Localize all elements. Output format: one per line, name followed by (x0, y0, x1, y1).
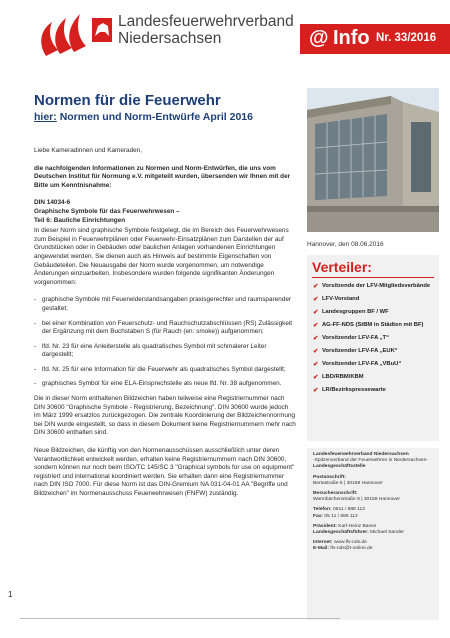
contact-office: Landesgeschäftsstelle (313, 464, 366, 470)
fax-label: Fax: (313, 513, 324, 519)
subtitle-label: hier: (34, 111, 57, 123)
distribution-item: ✔ Landesgruppen BF / WF (313, 309, 389, 316)
fax-number: 05 11 / 886 112 (324, 513, 358, 519)
date-line: Hannover, den 08.06.2016 (307, 241, 384, 248)
distribution-list (313, 283, 437, 400)
check-icon: ✔ (313, 309, 319, 316)
visit-label: Besucheranschrift: (313, 491, 358, 497)
new-symbols-paragraph: Neue Bildzeichen, die künftig von den Normenausschüssen ausschließlich unter deren Verantwortlichkeit entwickelt werden, erhalten keine Registriernummern nach DIN 30600, sondern können nur noch beim ISO/TC 145/SC 3 "Graphical symbols for use on equipment" registriert und international koordiniert werden. Sie erhalten dann eine Registriernummer nach DIN ISO 7000. Für diese Norm ist das DIN-Gremium NA 031-04-01 AA "Begriffe und Bildzeichen" im Normenausschuss Feuerwehrwesen (FNFW) zuständig. (34, 447, 295, 497)
distribution-item: ✔ Vorsitzender LFV-FA „VBuU“ (313, 361, 402, 368)
check-icon: ✔ (313, 348, 319, 355)
distribution-box (307, 255, 439, 441)
phone-number: 0511 / 888 112 (333, 507, 365, 513)
issue-number: Nr. 33/2016 (376, 32, 437, 44)
changes-list (34, 296, 296, 389)
footer-divider (20, 618, 340, 619)
registration-paragraph: Die in dieser Norm enthaltenen Bildzeichen haben teilweise eine Registriernummer nach DIN 30600 "Graphische Symbole - Registrierung, Bezeichnung". DIN 30600 wurde jedoch im März 1999 ersatzlos zurückgezogen. Die zentrale Koordinierung der Bildzeichennormung bei DIN wurde eingestellt, so dass in diesem Dokument keine Registriernummern mehr nach DIN 30600 enthalten sind. (34, 395, 296, 437)
list-item: - lfd. Nr. 23 für eine Anleiterstelle als quadratisches Symbol mit schmalerer Leiter dargestellt; (34, 342, 267, 359)
list-item: - graphische Symbole mit Feuerwiderstandsangaben praxisgerechter und raumsparender gestaltet; (34, 296, 292, 312)
manager-label: Landesgeschäftsführer: (313, 530, 369, 536)
check-icon: ✔ (313, 361, 319, 368)
email-label: E-Mail: (313, 546, 330, 552)
list-item: - graphisches Symbol für eine ELA-Einsprechstelle als neue lfd. Nr. 38 aufgenommen. (34, 380, 282, 388)
contact-org-sub: -Spitzenverband der Feuerwehren in Niedersachsen- (313, 458, 428, 464)
document-title: Normen für die Feuerwehr (34, 92, 221, 109)
greeting: Liebe Kameradinnen und Kameraden, (34, 147, 143, 154)
post-address: Bertastraße 5 | 30159 Hannover (313, 480, 383, 486)
letterhead (0, 0, 450, 68)
page-number: 1 (8, 590, 13, 599)
list-item: - bei einer Kombination von Feuerschutz- und Rauchschutzabschlüssen (RS) Zulässigkeit der Ergänzung mit dem Buchstaben S (für Rauch (en: smoke)) aufgenommen; (34, 319, 293, 336)
check-icon: ✔ (313, 387, 319, 394)
subtitle-text: Normen und Norm-Entwürfe April 2016 (59, 111, 253, 123)
distribution-divider (312, 277, 434, 278)
phone-label: Telefon: (313, 507, 332, 513)
check-icon: ✔ (313, 296, 319, 303)
list-item: - lfd. Nr. 25 für eine Information für die Feuerwehr als quadratisches Symbol dargestellt; (34, 365, 286, 373)
norm-description: In dieser Norm sind graphische Symbole festgelegt, die im Bereich des Feuerwehrwesens zum Beispiel in Feuerwehrplänen oder Feuerwehr-Einsatzplänen zum Darstellen der auf Grundstücken oder in Gebäuden oder baulichen Anlagen vorhandenen Einrichtungen angewendet werden. Sie dienen auch als Hinweis auf bestimmte Eigenschaften von Gebäudeteilen. Die Neuausgabe der Norm wurde vorgenommen, um notwendige Änderungen einzuarbeiten. Insbesondere wurden folgende signifikanten Änderungen vorgenommen: (34, 227, 289, 286)
manager-name: Michael Sander (370, 530, 405, 536)
info-at-sign: @ (309, 27, 329, 49)
distribution-item: ✔ LFV-Vorstand (313, 296, 360, 303)
distribution-item: ✔ Vorsitzender LFV-FA „T“ (313, 335, 389, 342)
info-word: Info (333, 27, 370, 49)
distribution-item: ✔ AG-FF-NDS (StBM in Städten mit BF) (313, 322, 424, 329)
letter-body (34, 147, 296, 508)
distribution-item: ✔ Vorsitzende der LFV-Mitgliedsverbände (313, 283, 431, 290)
building-photo (307, 88, 439, 232)
website-link[interactable]: www.lfv-nds.de (333, 540, 367, 546)
check-icon: ✔ (313, 322, 319, 329)
org-name-line1: Landesfeuerwehrverband (118, 13, 294, 30)
check-icon: ✔ (313, 335, 319, 342)
norm-title-line2: Teil 6: Bauliche Einrichtungen (34, 216, 126, 224)
lfv-logo-icon (36, 6, 114, 67)
distribution-item: ✔ LBD/RBM/KBM (313, 374, 364, 381)
distribution-item: ✔ LR/Bezirkspressewarte (313, 387, 386, 394)
contact-box (307, 448, 439, 620)
internet-label: Internet: (313, 540, 333, 546)
org-name (118, 13, 294, 47)
intro-paragraph: die nachfolgenden Informationen zu Normen und Norm-Entwürfen, die uns vom Deutschen Institut für Normung e.V. mitgeteilt wurden, übersenden wir Ihnen mit der Bitte um Kenntnisnahme: (34, 164, 291, 189)
president-name: Karl-Heinz Banse (338, 523, 377, 529)
email-link[interactable]: lfv-nds@t-online.de (330, 546, 373, 552)
contact-org: Landesfeuerwehrverband Niedersachsen (313, 452, 409, 457)
norm-title-line1: Graphische Symbole für das Feuerwehrwesen – (34, 207, 180, 215)
document-subtitle (34, 111, 253, 123)
visit-address: Warmbüchenstraße 9 | 30159 Hannover (313, 497, 400, 503)
president-label: Präsident: (313, 523, 337, 529)
check-icon: ✔ (313, 283, 319, 290)
norm-id: DIN 14034-6 (34, 199, 71, 207)
check-icon: ✔ (313, 374, 319, 381)
distribution-item: ✔ Vorsitzender LFV-FA „EUK“ (313, 348, 398, 355)
post-label: Postanschrift: (313, 474, 346, 480)
info-banner (300, 24, 450, 54)
distribution-heading: Verteiler: (312, 259, 372, 275)
org-name-line2: Niedersachsen (118, 30, 222, 47)
